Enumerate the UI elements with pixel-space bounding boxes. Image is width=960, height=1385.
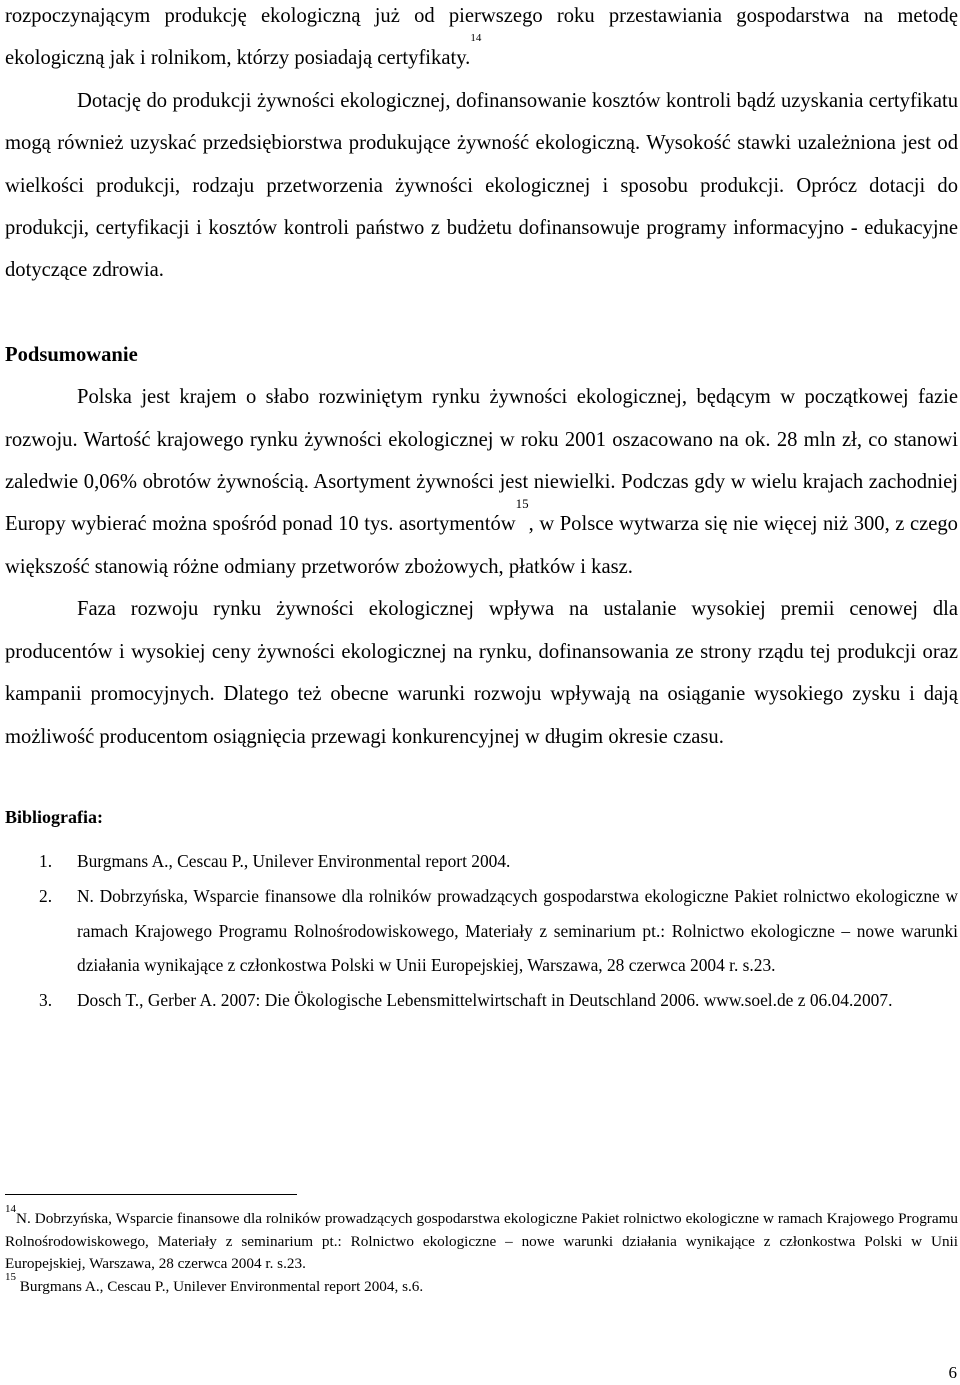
- bibliography-heading: Bibliografia:: [5, 806, 103, 827]
- summary-p1-text-b: , w Polsce wytwarza się nie więcej niż 300, z czego większość stanowią różne odmiany przetworów zbożowych, płatków i kasz.: [5, 513, 958, 578]
- footnote-14: [5, 1203, 958, 1276]
- bibliography-list: [5, 844, 958, 1017]
- footnote-ref-14[interactable]: 14: [470, 32, 482, 45]
- footnote-15: [5, 1270, 958, 1299]
- summary-paragraph-2: Faza rozwoju rynku żywności ekologicznej wpływa na ustalanie wysokiej premii cenowej dla producentów i wysokiej ceny żywności ekologicznej na rynku, dofinansowania ze strony rządu tej produkcji oraz kampanii promocyjnych. Dlatego też obecne warunki rozwoju wpływają na osiąganie wysokiego zysku i dają możliwość producentom osiągnięcia przewagi konkurencyjnej w długim okresie czasu.: [5, 598, 958, 748]
- bibliography-item-text: Burgmans A., Cescau P., Unilever Environmental report 2004.: [77, 851, 511, 872]
- document-page: [5, 0, 958, 1017]
- summary-heading: Podsumowanie: [5, 343, 138, 366]
- subsidies-paragraph: Dotację do produkcji żywności ekologicznej, dofinansowanie kosztów kontroli bądź uzyskania certyfikatu mogą również uzyskać przedsiębiorstwa produkujące żywność ekologiczną. Wysokość stawki uzależniona jest od wielkości produkcji, rodzaju przetworzenia żywności ekologicznej i sposobu produkcji. Oprócz dotacji do produkcji, certyfikacji i kosztów kontroli państwo z budżetu dofinansowuje programy informacyjno - edukacyjne dotyczące zdrowia.: [5, 89, 958, 282]
- bibliography-item: [39, 844, 958, 879]
- bibliography-item-text: N. Dobrzyńska, Wsparcie finansowe dla rolników prowadzących gospodarstwa ekologiczne Pakiet rolnictwo ekologiczne w ramach Krajowego Programu Rolnośrodowiskowego, Materiały z seminarium pt.: Rolnictwo ekologiczne – nowe warunki działania wynikające z członkostwa Polski w Unii Europejskiej, Warszawa, 28 czerwca 2004 r. s.23.: [77, 885, 958, 976]
- bibliography-item-number: 2.: [39, 885, 53, 906]
- footnote-ref-15[interactable]: 15: [515, 496, 529, 512]
- footnotes: [5, 1203, 958, 1298]
- summary-paragraph-1: [5, 376, 958, 588]
- footnote-mark: 14: [5, 1203, 16, 1215]
- bibliography-item-text: Dosch T., Gerber A. 2007: Die Ökologische Lebensmittelwirtschaft in Deutschland 2006. www.soel.de z 06.04.2007.: [77, 989, 893, 1010]
- intro-paragraph: [5, 0, 958, 80]
- page-number: 6: [948, 1363, 957, 1382]
- bibliography-item-number: 3.: [39, 989, 53, 1010]
- bibliography-item: [39, 983, 958, 1018]
- bibliography-item-number: 1.: [39, 851, 53, 872]
- summary-p1-text-a: Polska jest krajem o słabo rozwiniętym rynku żywności ekologicznej, będącym w początkowej fazie rozwoju. Wartość krajowego rynku żywności ekologicznej w roku 2001 oszacowano na ok. 28 mln zł, co stanowi zaledwie 0,06% obrotów żywnością. Asortyment żywności jest niewielki. Podczas gdy w wielu krajach zachodniej Europy wybierać można spośród ponad 10 tys. asortymentów: [5, 386, 958, 536]
- bibliography-item: [39, 879, 958, 983]
- footnote-text: Burgmans A., Cescau P., Unilever Environmental report 2004, s.6.: [16, 1277, 424, 1295]
- footnote-text: N. Dobrzyńska, Wsparcie finansowe dla rolników prowadzących gospodarstwa ekologiczne Pakiet rolnictwo ekologiczne w ramach Krajowego Programu Rolnośrodowiskowego, Materiały z seminarium pt.: Rolnictwo ekologiczne – nowe warunki działania wynikające z członkostwa Polski w Unii Europejskiej, Warszawa, 28 czerwca 2004 r. s.23.: [5, 1210, 958, 1272]
- footnote-separator: [5, 1194, 297, 1195]
- intro-text: rozpoczynającym produkcję ekologiczną już od pierwszego roku przestawiania gospodarstwa na metodę ekologiczną jak i rolnikom, którzy posiadają certyfikaty.: [5, 5, 958, 70]
- footnote-mark: 15: [5, 1270, 16, 1283]
